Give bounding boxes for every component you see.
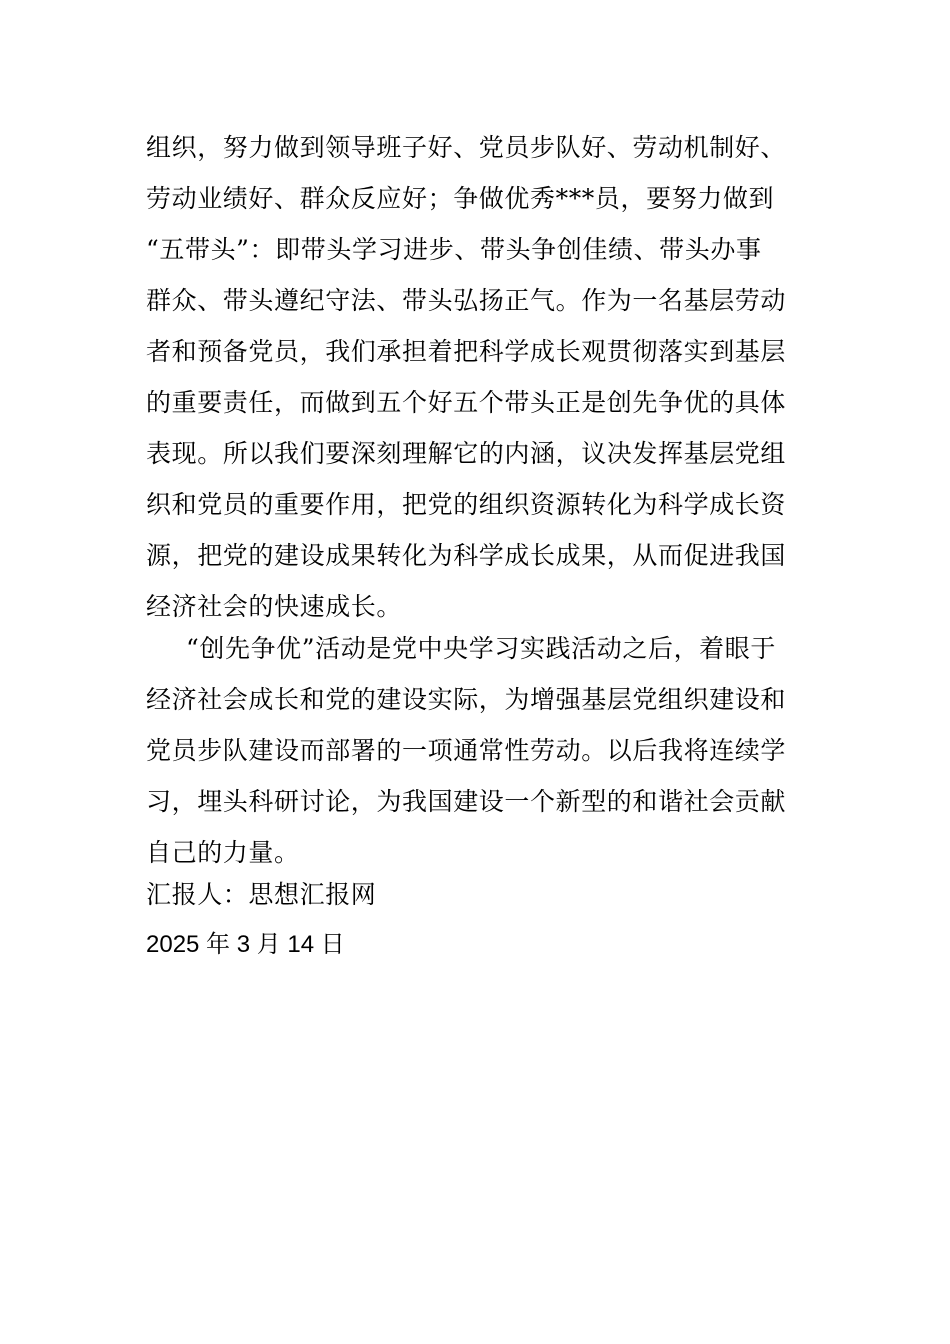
paragraph-line: 劳动业绩好、群众反应好；争做优秀***员，要努力做到 xyxy=(146,184,775,213)
paragraph-line: 织和党员的重要作用，把党的组织资源转化为科学成长资 xyxy=(146,490,787,519)
paragraph-line: “五带头”：即带头学习进步、带头争创佳绩、带头办事 xyxy=(146,235,762,264)
paragraph-line: 经济社会成长和党的建设实际，为增强基层党组织建设和 xyxy=(146,685,787,714)
reporter-text: 汇报人：思想汇报网 xyxy=(146,880,377,909)
body-paragraph-1 xyxy=(146,122,806,632)
paragraph-line: 群众、带头遵纪守法、带头弘扬正气。作为一名基层劳动 xyxy=(146,286,787,315)
report-date: 2025 年 3 月 14 日 xyxy=(146,931,345,958)
paragraph-line: 自己的力量。 xyxy=(146,838,300,867)
paragraph-line: 者和预备党员，我们承担着把科学成长观贯彻落实到基层 xyxy=(146,337,787,366)
date-line xyxy=(146,919,806,970)
paragraph-line: 组织，努力做到领导班子好、党员步队好、劳动机制好、 xyxy=(146,133,787,162)
body-paragraph-2 xyxy=(146,623,806,878)
paragraph-line: 源，把党的建设成果转化为科学成长成果，从而促进我国 xyxy=(146,541,787,570)
paragraph-line: 习，埋头科研讨论，为我国建设一个新型的和谐社会贡献 xyxy=(146,787,787,816)
paragraph-line: 经济社会的快速成长。 xyxy=(146,592,403,621)
paragraph-line: 表现。所以我们要深刻理解它的内涵，议决发挥基层党组 xyxy=(146,439,787,468)
paragraph-line: “创先争优”活动是党中央学习实践活动之后，着眼于 xyxy=(186,634,776,663)
reporter-line xyxy=(146,869,806,920)
paragraph-line: 党员步队建设而部署的一项通常性劳动。以后我将连续学 xyxy=(146,736,787,765)
paragraph-line: 的重要责任，而做到五个好五个带头正是创先争优的具体 xyxy=(146,388,787,417)
